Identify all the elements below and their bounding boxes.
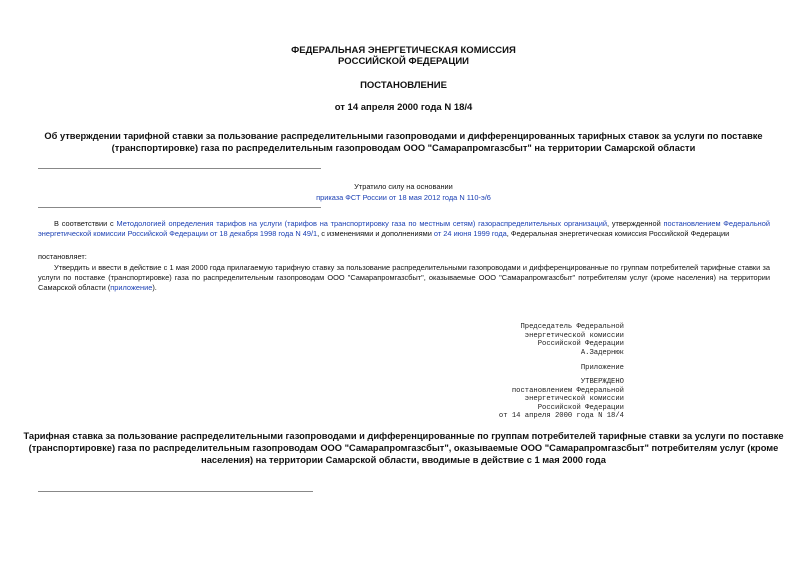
appendix-title (20, 430, 787, 466)
doc-title (20, 130, 787, 154)
decides-label: постановляет: (38, 252, 87, 261)
divider (38, 491, 313, 492)
decision-paragraph (38, 263, 770, 293)
decision-text: Утвердить и ввести в действие с 1 мая 2000 года прилагаемую тарифную ставку за пользование распределительными газопроводами и дифференцированные по группам потребителей тарифные ставки за услуги по поставке (транспортировке) газа по распределительным газопроводам ООО "Самарапромгазсбыт", оказываемые ООО "Самарапромгазсбыт" потребителям услуг (кроме населения) на территории Самарской области ( (38, 263, 770, 292)
appendix-title-line2: (транспортировке) газа по распределительным газопроводам ООО "Самарапромгазсбыт", оказываемые ООО "Самарапромгазсбыт" потребителям услуг (кроме (28, 443, 779, 453)
org-name-line1: ФЕДЕРАЛЬНАЯ ЭНЕРГЕТИЧЕСКАЯ КОМИССИЯ (291, 45, 516, 56)
doc-title-line2: (транспортировке) газа по распределительным газопроводам ООО "Самарапромгазсбыт" на территории Самарской области (111, 143, 696, 153)
doc-type: ПОСТАНОВЛЕНИЕ (360, 80, 447, 91)
appendix-title-line3: населения) на территории Самарской области, вводимые в действие с 1 мая 2000 года (201, 455, 606, 465)
approval-line: постановлением Федеральной (511, 386, 624, 395)
approval-line: энергетической комиссии (524, 395, 624, 404)
preamble-text: , с изменениями и дополнениями (317, 229, 434, 238)
methodology-link[interactable]: Методологией определения тарифов на услуги (тарифов на транспортировку газа по местным сетям) газораспределительных организаций (116, 219, 607, 228)
appendix-link[interactable]: приложение (110, 283, 153, 292)
signature-block (430, 323, 624, 357)
lost-force-note: Утратило силу на основании (354, 182, 453, 191)
approval-line: от 14 апреля 2000 года N 18/4 (498, 412, 624, 421)
approval-line: Российской Федерации (537, 403, 624, 412)
preamble-paragraph (38, 219, 770, 239)
org-name-line2: РОССИЙСКОЙ ФЕДЕРАЦИИ (337, 56, 469, 67)
repeal-order-link-text[interactable]: приказа ФСТ России от 18 мая 2012 года N 110-э/6 (316, 193, 491, 202)
approval-block (430, 378, 624, 421)
fek-resolution-link[interactable]: постановлением Федеральной энергетической комиссии Российской Федерации от 18 декабря 1998 года N 49/1 (38, 219, 771, 238)
appendix-title-line1: Тарифная ставка за пользование распределительными газопроводами и дифференцированные по группам потребителей тарифные ставки за услуги по поставке (23, 431, 784, 441)
approval-heading: УТВЕРЖДЕНО (580, 378, 624, 386)
divider (38, 207, 321, 208)
appendix-label: Приложение (580, 364, 624, 372)
preamble-text: В соответствии с (54, 219, 117, 228)
signature-line: энергетической комиссии (524, 331, 624, 340)
signature-name: А.Задернюк (580, 348, 624, 357)
preamble-text: , утвержденной (606, 219, 664, 228)
preamble-text: , Федеральная энергетическая комиссия Российской Федерации (506, 229, 730, 238)
decision-text: ). (152, 283, 157, 292)
signature-line: Председатель Федеральной (520, 323, 624, 331)
signature-line: Российской Федерации (537, 340, 624, 349)
divider (38, 168, 321, 169)
repeal-order-link[interactable] (240, 193, 567, 203)
doc-date: от 14 апреля 2000 года N 18/4 (334, 102, 473, 113)
amendment-link[interactable]: от 24 июня 1999 года (433, 229, 507, 238)
doc-title-line1: Об утверждении тарифной ставки за пользование распределительными газопроводами и дифференцированных тарифных ставок за услуги по поставке (44, 131, 763, 141)
